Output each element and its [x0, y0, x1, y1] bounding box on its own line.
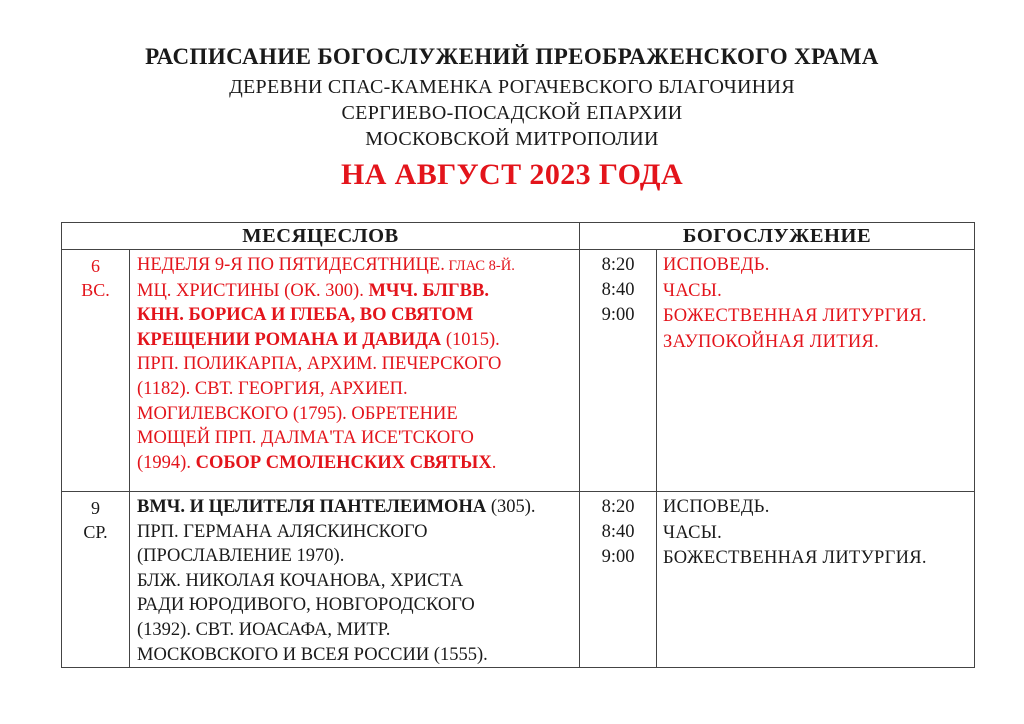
service-item: БОЖЕСТВЕННАЯ ЛИТУРГИЯ.: [663, 548, 927, 569]
saints-cell: [130, 492, 580, 668]
saints-line: РАДИ ЮРОДИВОГО, НОВГОРОДСКОГО: [137, 595, 475, 616]
service-item: БОЖЕСТВЕННАЯ ЛИТУРГИЯ.: [663, 306, 927, 327]
document-title: РАСПИСАНИЕ БОГОСЛУЖЕНИЙ ПРЕОБРАЖЕНСКОГО ХРАМА: [145, 44, 879, 69]
service-item: ЧАСЫ.: [663, 522, 723, 543]
saints-text-bold: КРЕЩЕНИИ РОМАНА И ДАВИДА: [137, 329, 442, 350]
saints-text: НЕДЕЛЯ 9-Я ПО ПЯТИДЕСЯТНИЦЕ.: [137, 255, 445, 275]
subtitle-line: ДЕРЕВНИ СПАС-КАМЕНКА РОГАЧЕВСКОГО БЛАГОЧИНИЯ: [229, 76, 795, 98]
service-time: 9:00: [601, 305, 635, 325]
service-item: ИСПОВЕДЬ.: [663, 497, 770, 517]
saints-text-bold: СОБОР СМОЛЕНСКИХ СВЯТЫХ: [190, 452, 492, 473]
service-time: 9:00: [601, 547, 635, 567]
saints-line: ПРП. ПОЛИКАРПА, АРХИМ. ПЕЧЕРСКОГО: [137, 354, 502, 375]
day-number: 6: [91, 256, 100, 276]
time-cell: [580, 492, 657, 668]
date-cell: [62, 492, 130, 668]
saints-text: (1994).: [137, 452, 191, 473]
service-item: ЗАУПОКОЙНАЯ ЛИТИЯ.: [663, 331, 880, 352]
tone-note: ГЛАС 8-Й.: [444, 258, 515, 274]
saints-line: КНН. БОРИСА И ГЛЕБА, ВО СВЯТОМ: [137, 305, 474, 326]
document-header: [0, 40, 1024, 196]
saints-line: БЛЖ. НИКОЛАЯ КОЧАНОВА, ХРИСТА: [137, 570, 464, 591]
service-time: 8:40: [601, 522, 635, 542]
saints-line: ПРП. ГЕРМАНА АЛЯСКИНСКОГО: [137, 521, 428, 542]
saints-line: (ПРОСЛАВЛЕНИЕ 1970).: [137, 546, 345, 567]
table-row: [62, 492, 975, 668]
date-cell: [62, 250, 130, 492]
saints-line: [137, 451, 575, 476]
subtitle-line: МОСКОВСКОЙ МИТРОПОЛИИ: [365, 128, 659, 150]
time-cell: [580, 250, 657, 492]
table-row: [62, 250, 975, 492]
saints-line: (1392). СВТ. ИОАСАФА, МИТР.: [137, 619, 391, 640]
saints-line: [137, 328, 575, 353]
subtitle-line: СЕРГИЕВО-ПОСАДСКОЙ ЕПАРХИИ: [341, 102, 683, 124]
service-header: БОГОСЛУЖЕНИЕ: [580, 223, 975, 250]
service-item: ИСПОВЕДЬ.: [663, 255, 770, 275]
saints-line: [137, 495, 575, 520]
saints-line: [137, 279, 575, 304]
saints-line: МОСКОВСКОГО И ВСЕЯ РОССИИ (1555).: [137, 644, 488, 665]
saints-line: [137, 253, 575, 279]
saints-text: (1015).: [441, 329, 500, 350]
saints-text-bold: ВМЧ. И ЦЕЛИТЕЛЯ ПАНТЕЛЕИМОНА: [137, 497, 487, 517]
day-number: 9: [91, 498, 100, 518]
service-time: 8:40: [601, 280, 635, 300]
schedule-table: [61, 222, 975, 668]
saints-text-bold: МЧЧ. БЛГВВ.: [363, 280, 489, 301]
service-time: 8:20: [601, 255, 635, 275]
service-time: 8:20: [601, 497, 635, 517]
schedule-period: НА АВГУСТ 2023 ГОДА: [340, 158, 684, 191]
table-header-row: [62, 223, 975, 250]
service-cell: [657, 492, 975, 668]
saints-text: (305).: [486, 497, 536, 517]
menologion-header: МЕСЯЦЕСЛОВ: [62, 223, 580, 250]
weekday: ВС.: [81, 280, 110, 300]
saints-line: (1182). СВТ. ГЕОРГИЯ, АРХИЕП.: [137, 378, 408, 399]
saints-text: .: [491, 452, 497, 473]
service-item: ЧАСЫ.: [663, 280, 723, 301]
saints-line: МОГИЛЕВСКОГО (1795). ОБРЕТЕНИЕ: [137, 403, 458, 424]
weekday: СР.: [83, 522, 108, 542]
saints-text: МЦ. ХРИСТИНЫ (ОК. 300).: [137, 280, 364, 301]
saints-line: МОЩЕЙ ПРП. ДАЛМА'ТА ИСЕ'ТСКОГО: [137, 428, 474, 449]
service-cell: [657, 250, 975, 492]
saints-cell: [130, 250, 580, 492]
